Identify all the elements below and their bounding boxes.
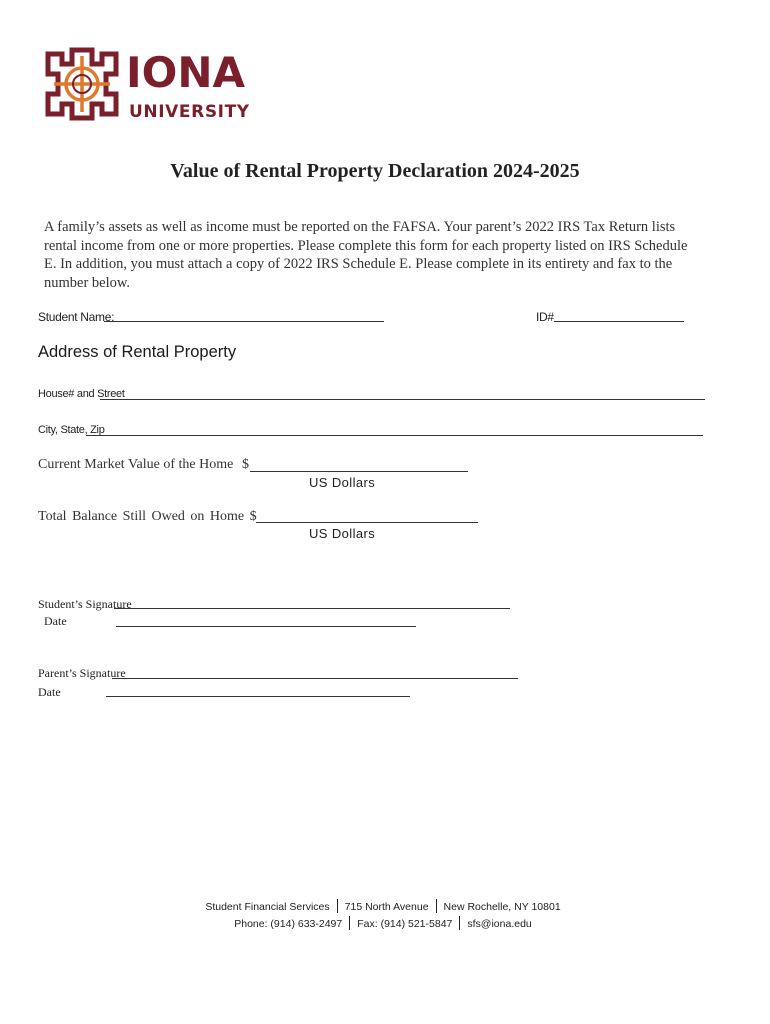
parent-signature-label: Parent’s Signature	[38, 666, 126, 680]
city-state-zip-label: City, State, Zip	[38, 424, 105, 436]
student-id-field[interactable]	[554, 321, 684, 322]
balance-owed-label: Total Balance Still Owed on Home $	[38, 509, 257, 524]
student-date-label: Date	[44, 614, 67, 628]
market-value-unit: US Dollars	[309, 475, 376, 490]
footer-contact-line	[0, 916, 766, 930]
document-title: Value of Rental Property Declaration 2024-2025	[170, 160, 580, 182]
balance-owed-field[interactable]	[256, 522, 478, 523]
address-heading: Address of Rental Property	[38, 343, 237, 361]
parent-signature-field[interactable]	[112, 678, 518, 679]
footer-separator	[337, 899, 338, 913]
city-state-zip-field[interactable]	[86, 435, 703, 436]
student-date-field[interactable]	[116, 626, 416, 627]
iona-logo-icon	[42, 44, 122, 124]
footer-separator	[436, 899, 437, 913]
footer-street: 715 North Avenue	[344, 901, 429, 913]
footer-office: Student Financial Services	[205, 901, 330, 913]
student-signature-label: Student’s Signature	[38, 597, 132, 611]
parent-date-label: Date	[38, 685, 61, 699]
student-name-label: Student Name:	[38, 310, 115, 324]
footer-separator	[349, 916, 350, 930]
student-name-field[interactable]	[104, 321, 384, 322]
footer-fax: Fax: (914) 521-5847	[357, 918, 453, 930]
logo-wordmark-iona: IONA	[126, 48, 245, 97]
student-id-label: ID#	[536, 310, 554, 324]
footer-separator	[459, 916, 460, 930]
balance-owed-unit: US Dollars	[309, 526, 376, 541]
footer-city: New Rochelle, NY 10801	[443, 901, 561, 913]
footer-phone: Phone: (914) 633-2497	[234, 918, 343, 930]
market-value-field[interactable]	[250, 471, 468, 472]
house-street-field[interactable]	[100, 399, 705, 400]
footer-email[interactable]: sfs@iona.edu	[467, 918, 532, 930]
market-value-label: Current Market Value of the Home	[38, 457, 234, 472]
student-signature-field[interactable]	[114, 608, 510, 609]
logo-wordmark-university: UNIVERSITY	[129, 102, 250, 122]
market-value-dollar-sign: $	[242, 457, 249, 472]
intro-paragraph: A family’s assets as well as income must be reported on the FAFSA. Your parent’s 2022 IRS Tax Return lists rental income from one or more properties. Please complete this form for each property listed on IRS Schedule E. In addition, you must attach a copy of 2022 IRS Schedule E. Please complete in its entirety and fax to the number below.	[44, 219, 688, 291]
parent-date-field[interactable]	[106, 696, 410, 697]
house-street-label: House# and Street	[38, 388, 125, 400]
footer-address-line	[0, 899, 766, 913]
